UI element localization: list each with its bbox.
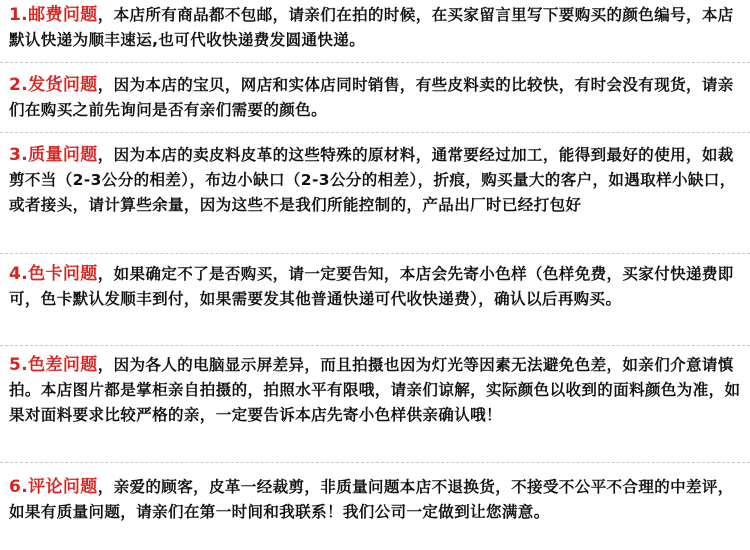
item-number: 4. [9,264,29,284]
policy-item-color-difference: 5.色差问题，因为各人的电脑显示屏差异，而且拍摄也因为灯光等因素无法避免色差，如亲们介意请慎拍。本店图片都是掌柜亲自拍摄的，拍照水平有限哦，请亲们谅解，实际颜色以收到的面料颜色为准，如果对面料要求比较严格的亲，一定要告诉本店先寄小色样供亲确认哦！ [9,355,741,424]
item-title: 色差问题 [28,355,98,375]
item-number: 6. [9,477,29,497]
item-title: 邮费问题 [28,5,98,25]
policy-item-quality: 3.质量问题，因为本店的卖皮料皮革的这些特殊的原材料，通常要经过加工，能得到最好的使用，如裁剪不当（2-3公分的相差），布边小缺口（2-3公分的相差），折痕，购买量大的客户，如遇取样小缺口，或者接头，请计算些余量，因为这些不是我们所能控制的，产品出厂时已经打包好 [9,145,736,214]
policy-item-shipping-fee: 1.邮费问题，本店所有商品都不包邮，请亲们在拍的时候，在买家留言里写下要购买的颜色编号，本店默认快递为顺丰速运,也可代收快递费发圆通快递。 [9,5,734,49]
item-number: 3. [9,145,29,165]
policy-item-delivery: 2.发货问题，因为本店的宝贝，网店和实体店同时销售，有些皮料卖的比较快，有时会没有现货，请亲们在购买之前先询问是否有亲们需要的颜色。 [9,75,734,119]
item-body: 亲爱的顾客，皮革一经裁剪，非质量问题本店不退换货，不接受不公平不合理的中差评，如果有质量问题，请亲们在第一时间和我联系！我们公司一定做到让您满意。 [9,478,734,521]
item-number: 2. [9,75,29,95]
divider [0,62,750,63]
policy-item-color-card: 4.色卡问题，如果确定不了是否购买，请一定要告知，本店会先寄小色样（色样免费，买家付快递费即可，色卡默认发顺丰到付，如果需要发其他普通快递可代收快递费），确认以后再购买。 [9,264,734,308]
item-number: 5. [9,355,29,375]
divider [0,132,750,133]
item-body: 因为各人的电脑显示屏差异，而且拍摄也因为灯光等因素无法避免色差，如亲们介意请慎拍。本店图片都是掌柜亲自拍摄的，拍照水平有限哦，请亲们谅解，实际颜色以收到的面料颜色为准，如果对面料要求比较严格的亲，一定要告诉本店先寄小色样供亲确认哦！ [9,356,741,424]
item-title: 发货问题 [28,75,98,95]
divider [0,253,750,254]
item-body: 因为本店的卖皮料皮革的这些特殊的原材料，通常要经过加工，能得到最好的使用，如裁剪不当（2-3公分的相差），布边小缺口（2-3公分的相差），折痕，购买量大的客户，如遇取样小缺口，或者接头，请计算些余量，因为这些不是我们所能控制的，产品出厂时已经打包好 [9,146,736,214]
item-title: 质量问题 [28,145,98,165]
item-title: 评论问题 [28,477,98,497]
item-number: 1. [9,5,29,25]
policy-item-reviews: 6.评论问题，亲爱的顾客，皮革一经裁剪，非质量问题本店不退换货，不接受不公平不合理的中差评，如果有质量问题，请亲们在第一时间和我联系！我们公司一定做到让您满意。 [9,477,734,521]
item-body: 本店所有商品都不包邮，请亲们在拍的时候，在买家留言里写下要购买的颜色编号，本店默认快递为顺丰速运,也可代收快递费发圆通快递。 [9,6,734,49]
item-body: 因为本店的宝贝，网店和实体店同时销售，有些皮料卖的比较快，有时会没有现货，请亲们在购买之前先询问是否有亲们需要的颜色。 [9,76,734,119]
item-body: 如果确定不了是否购买，请一定要告知，本店会先寄小色样（色样免费，买家付快递费即可，色卡默认发顺丰到付，如果需要发其他普通快递可代收快递费），确认以后再购买。 [9,265,734,308]
divider [0,462,750,463]
divider [0,345,750,346]
item-title: 色卡问题 [28,264,98,284]
